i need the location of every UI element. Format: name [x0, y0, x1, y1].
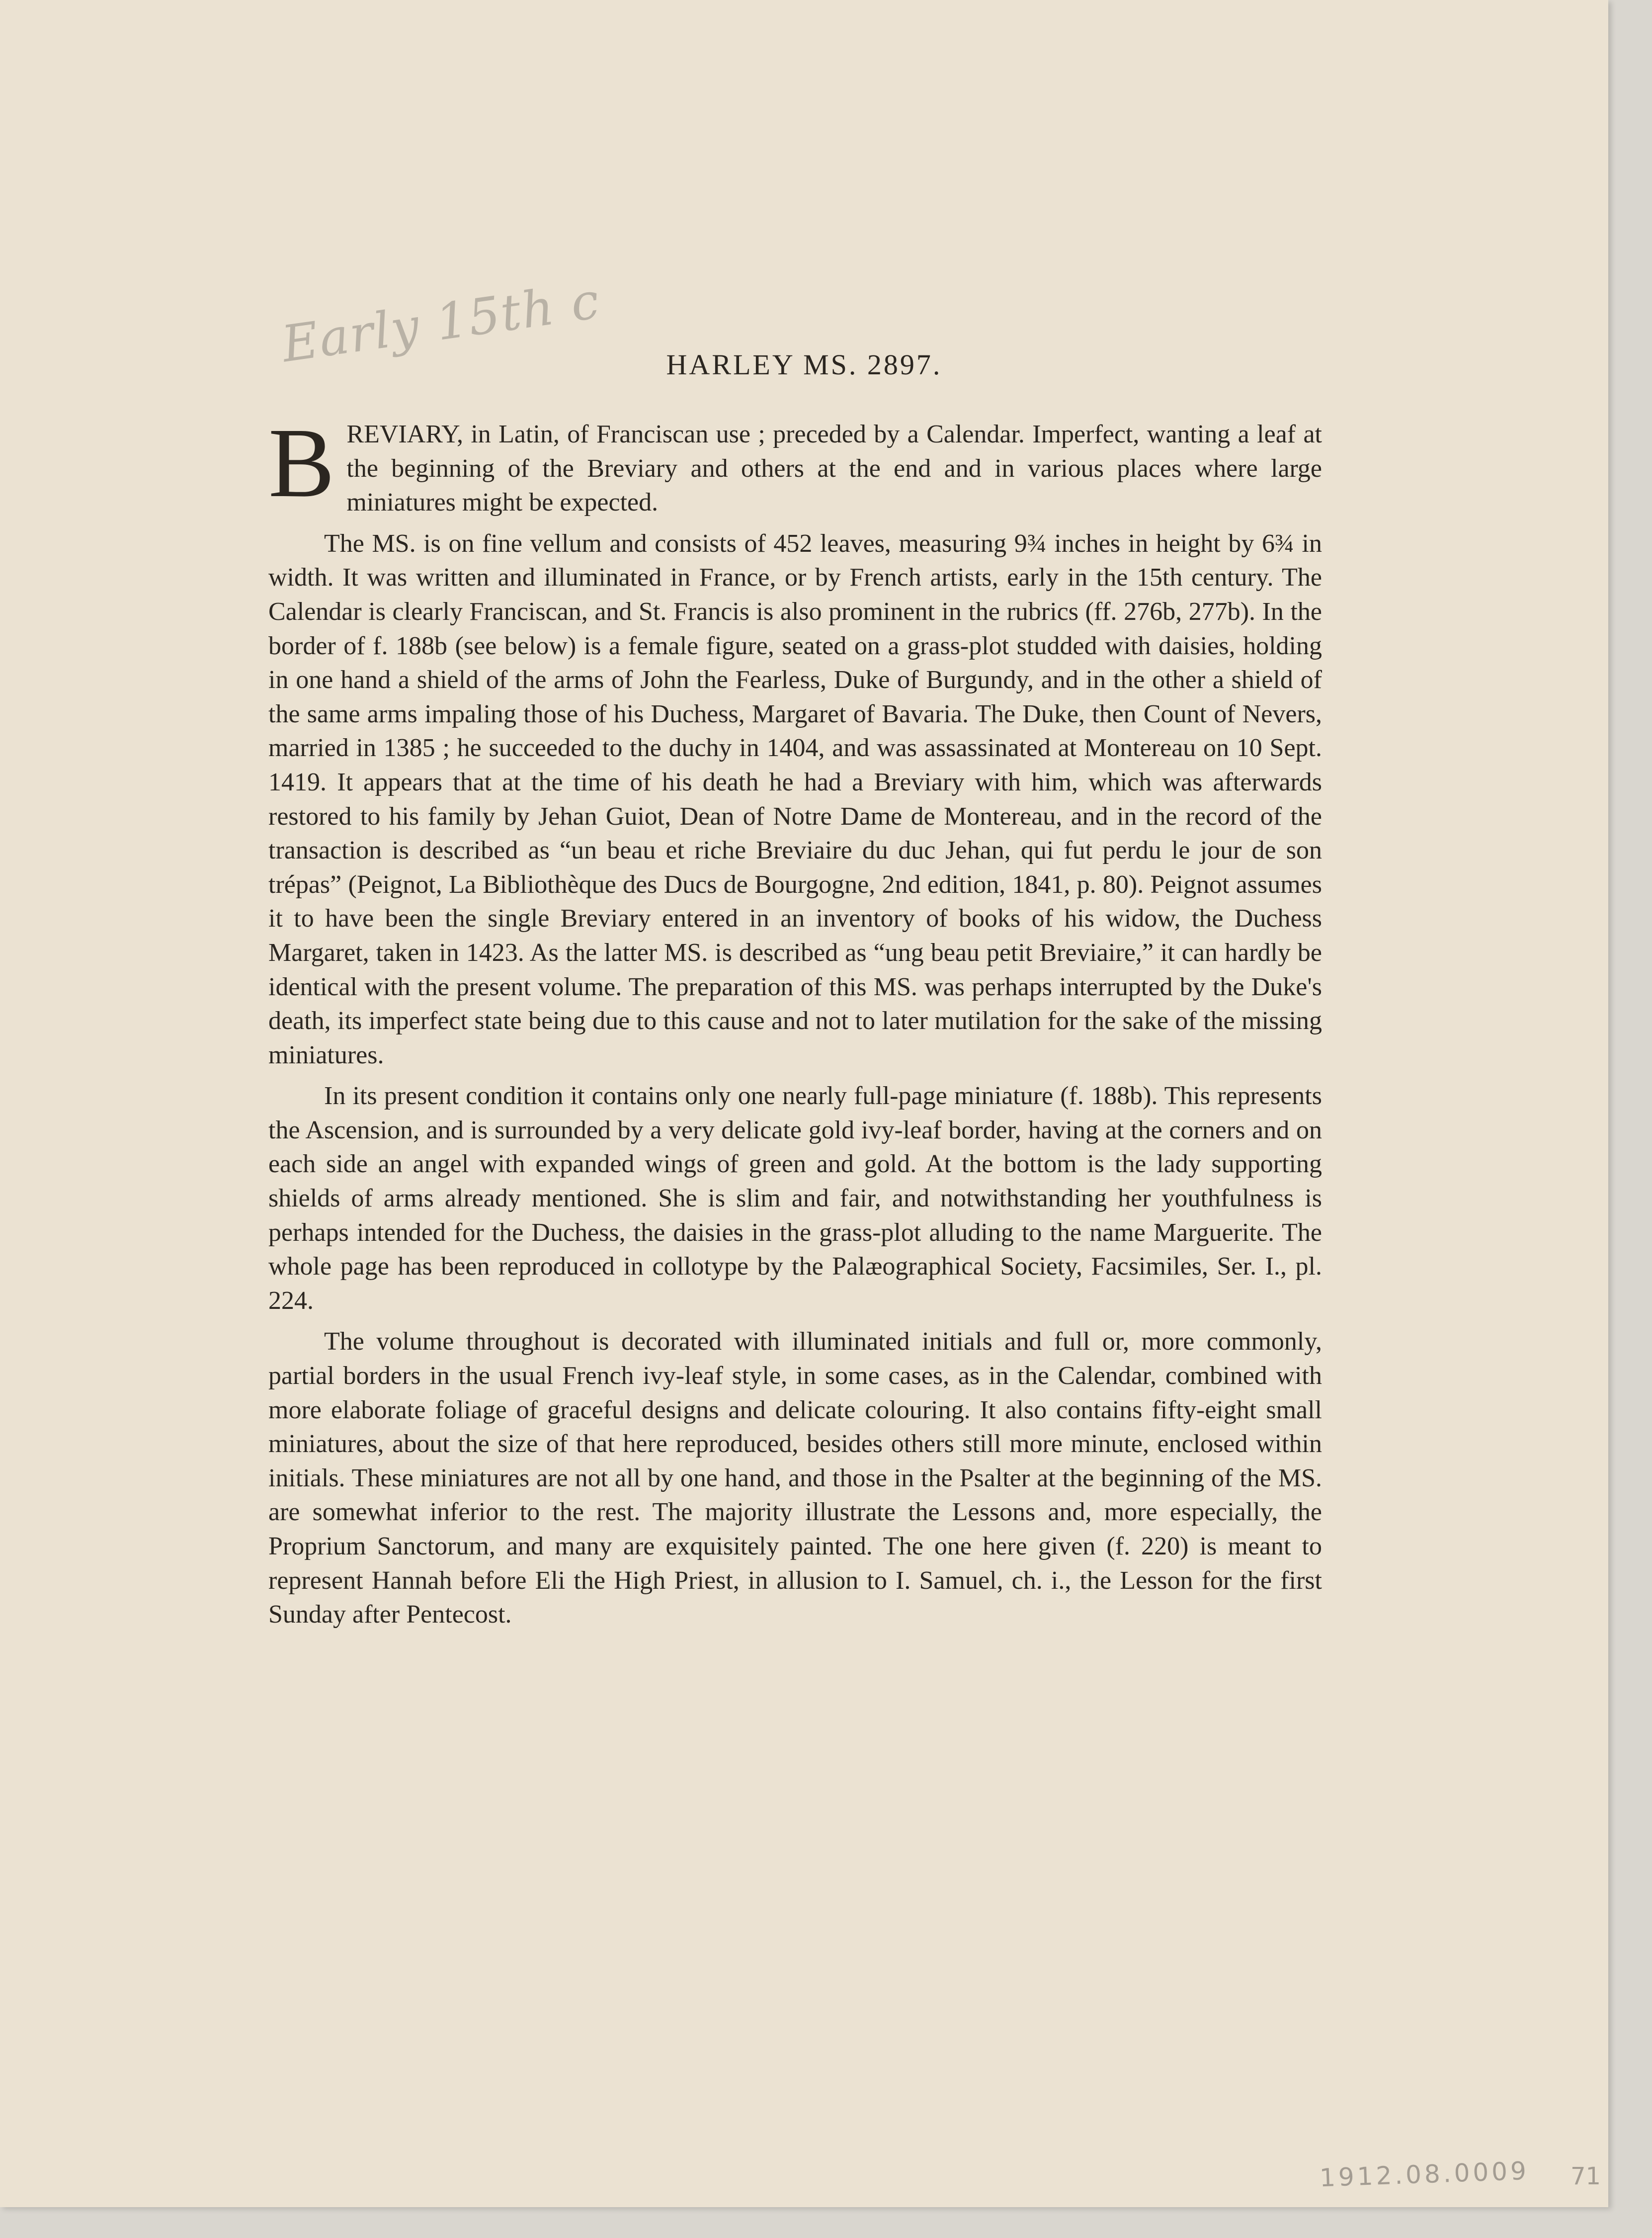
- archive-page-number: 71: [1570, 2162, 1601, 2190]
- paragraph-4: The volume throughout is decorated with illuminated initials and full or, more commonly, partial borders in the usual French ivy-leaf style, in some cases, as in the Calendar, combined with more elaborate foliage of graceful designs and delicate colouring. It also contains fifty-eight small miniatures, about the size of that here reproduced, besides others still more minute, enclosed within initials. These miniatures are not all by one hand, and those in the Psalter at the beginning of the MS. are somewhat inferior to the rest. The majority illustrate the Lessons and, more especially, the Proprium Sanctorum, and many are exquisitely painted. The one here given (f. 220) is meant to represent Hannah before Eli the High Priest, in allusion to I. Samuel, ch. i., the Lesson for the first Sunday after Pentecost.: [268, 1327, 1322, 1629]
- pencil-annotation-text: Early 15th c: [278, 271, 604, 374]
- paragraph-1-text: REVIARY, in Latin, of Franciscan use ; preceded by a Calendar. Imperfect, wanting a leaf at the beginning of the Breviary and others at the end and in various places where large miniatures might be expected.: [346, 420, 1322, 517]
- page-title: HARLEY MS. 2897.: [666, 348, 942, 381]
- body-text: [268, 408, 1322, 1639]
- paragraph-1: [268, 408, 1322, 520]
- paragraph-3: In its present condition it contains only one nearly full-page miniature (f. 188b). This represents the Ascension, and is surrounded by a very delicate gold ivy-leaf border, having at the corners and on each side an angel with expanded wings of green and gold. At the bottom is the lady supporting shields of arms already mentioned. She is slim and fair, and notwithstanding her youthfulness is perhaps intended for the Duchess, the daisies in the grass-plot alluding to the name Marguerite. The whole page has been reproduced in collotype by the Palæographical Society, Facsimiles, Ser. I., pl. 224.: [268, 1082, 1322, 1315]
- drop-cap: B: [268, 408, 335, 518]
- paragraph-2: The MS. is on fine vellum and consists of 452 leaves, measuring 9¾ inches in height by 6¾ in width. It was written and illuminated in France, or by French artists, early in the 15th century. The Calendar is clearly Franciscan, and St. Francis is also prominent in the rubrics (ff. 276b, 277b). In the border of f. 188b (see below) is a female figure, seated on a grass-plot studded with daisies, holding in one hand a shield of the arms of John the Fearless, Duke of Burgundy, and in the other a shield of the same arms impaling those of his Duchess, Margaret of Bavaria. The Duke, then Count of Nevers, married in 1385 ; he succeeded to the duchy in 1404, and was assassinated at Montereau on 10 Sept. 1419. It appears that at the time of his death he had a Breviary with him, which was afterwards restored to his family by Jehan Guiot, Dean of Notre Dame de Montereau, and in the record of the transaction is described as “un beau et riche Breviaire du duc Jehan, qui fut perdu le jour de son trépas” (Peignot, La Bibliothèque des Ducs de Bourgogne, 2nd edition, 1841, p. 80). Peignot assumes it to have been the single Breviary entered in an inventory of books of his widow, the Duchess Margaret, taken in 1423. As the latter MS. is described as “ung beau petit Breviaire,” it can hardly be identical with the present volume. The preparation of this MS. was perhaps interrupted by the Duke's death, its imperfect state being due to this cause and not to later mutilation for the sake of the missing miniatures.: [268, 529, 1322, 1069]
- archive-number: 1912.08.0009: [1319, 2156, 1530, 2193]
